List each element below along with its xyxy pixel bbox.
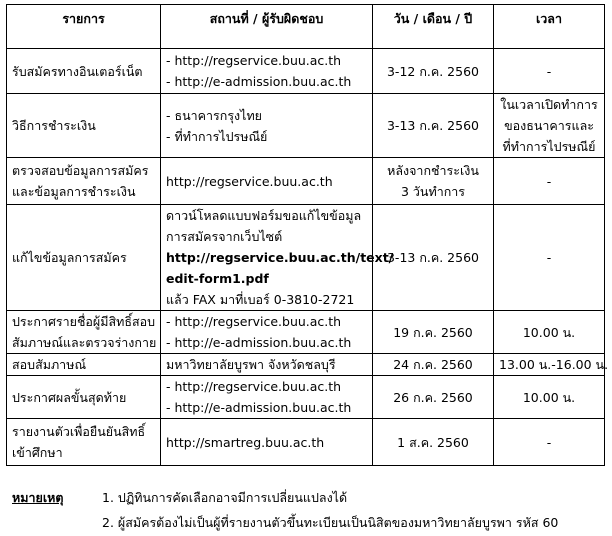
cell-line: 3-13 ก.ค. 2560 (386, 118, 479, 133)
cell-line: http://regservice.buu.ac.th (166, 173, 333, 189)
row-place-cell (161, 376, 373, 419)
row-item-cell (7, 49, 161, 94)
cell-line: - http://e-admission.buu.ac.th (166, 335, 352, 350)
cell-line: - http://regservice.buu.ac.th (166, 53, 342, 68)
row-date-cell (373, 49, 494, 94)
table-row (7, 49, 605, 94)
table-row (7, 94, 605, 158)
cell-line: edit-form1.pdf (166, 271, 269, 286)
cell-line: - http://regservice.buu.ac.th (166, 379, 342, 394)
row-date-cell (373, 205, 494, 311)
cell-line: การสมัครจากเว็บไซต์ (166, 229, 283, 244)
row-item-cell (7, 205, 161, 311)
row-place-cell (161, 94, 373, 158)
cell-line: ที่ทำการไปรษณีย์ (502, 139, 596, 154)
table-header-row (7, 5, 605, 49)
cell-line: - ที่ทำการไปรษณีย์ (166, 128, 268, 144)
cell-line: รายงานตัวเพื่อยืนยันสิทธิ์ (12, 424, 146, 439)
cell-line: 3 วันทำการ (400, 184, 466, 199)
cell-line: 3-13 ก.ค. 2560 (386, 250, 479, 265)
row-place-cell (161, 205, 394, 311)
cell-line: หลังจากชำระเงิน (387, 163, 479, 178)
row-date-cell (373, 354, 494, 376)
cell-line: ตรวจสอบข้อมูลการสมัคร (12, 163, 149, 178)
cell-line: 13.00 น.-16.00 น. (499, 357, 609, 372)
table-row (7, 354, 605, 376)
cell-line: สอบสัมภาษณ์ (12, 357, 87, 372)
cell-line: 10.00 น. (522, 389, 576, 405)
row-item-cell (7, 158, 161, 205)
row-time-cell (494, 419, 605, 466)
row-time-cell (494, 94, 605, 158)
cell-line: วิธีการชำระเงิน (12, 118, 96, 133)
row-item-cell (7, 419, 161, 466)
cell-line: http://regservice.buu.ac.th/text/ (166, 250, 394, 265)
cell-line: รับสมัครทางอินเตอร์เน็ต (12, 63, 143, 79)
row-item-cell (7, 94, 161, 158)
row-time-cell (494, 205, 605, 311)
row-date-cell (373, 376, 494, 419)
cell-line: แก้ไขข้อมูลการสมัคร (12, 250, 127, 265)
row-time-cell (494, 354, 609, 376)
cell-line: 26 ก.ค. 2560 (393, 389, 473, 405)
cell-line: มหาวิทยาลัยบูรพา จังหวัดชลบุรี (166, 357, 336, 372)
row-time-cell (494, 49, 605, 94)
cell-line: 24 ก.ค. 2560 (393, 357, 473, 372)
row-place-cell (161, 158, 373, 205)
cell-line: - http://e-admission.buu.ac.th (166, 74, 352, 89)
table-row (7, 311, 605, 354)
note-item: 1. ปฏิทินการคัดเลือกอาจมีการเปลี่ยนแปลงได้ (102, 490, 348, 505)
row-item-cell (7, 311, 161, 354)
header-time: เวลา (494, 5, 605, 49)
row-place-cell (161, 354, 373, 376)
cell-line: สัมภาษณ์และตรวจร่างกาย (12, 335, 157, 350)
cell-line: ดาวน์โหลดแบบฟอร์มขอแก้ไขข้อมูล (166, 208, 362, 223)
cell-line: ประกาศรายชื่อผู้มีสิทธิ์สอบ (12, 314, 156, 329)
cell-line: - http://regservice.buu.ac.th (166, 314, 342, 329)
cell-line: - (546, 173, 552, 189)
row-time-cell (494, 158, 605, 205)
header-date: วัน / เดือน / ปี (373, 5, 494, 49)
cell-line: - (546, 63, 552, 79)
cell-line: เข้าศึกษา (12, 445, 63, 460)
cell-line: 10.00 น. (522, 324, 576, 340)
cell-line: แล้ว FAX มาที่เบอร์ 0-3810-2721 (166, 292, 355, 307)
row-place-cell (161, 49, 373, 94)
table-row (7, 205, 605, 311)
row-date-cell (373, 94, 494, 158)
notes-heading: หมายเหตุ (12, 490, 64, 505)
cell-line: - http://e-admission.buu.ac.th (166, 400, 352, 415)
table-row (7, 158, 605, 205)
cell-line: 19 ก.ค. 2560 (393, 324, 473, 340)
table-row (7, 419, 605, 466)
note-item: 2. ผู้สมัครต้องไม่เป็นผู้ที่รายงานตัวขึ้นทะเบียนเป็นนิสิตของมหาวิทยาลัยบูรพา รหัส 60 (102, 515, 559, 530)
cell-line: - ธนาคารกรุงไทย (166, 107, 263, 123)
cell-line: http://smartreg.buu.ac.th (166, 434, 325, 450)
cell-line: และข้อมูลการชำระเงิน (12, 184, 136, 199)
row-date-cell (373, 158, 494, 205)
row-place-cell (161, 311, 373, 354)
header-item: รายการ (7, 5, 161, 49)
row-time-cell (494, 311, 605, 354)
cell-line: ของธนาคารและ (504, 118, 594, 133)
row-time-cell (494, 376, 605, 419)
row-item-cell (7, 376, 161, 419)
cell-line: - (546, 434, 552, 450)
row-date-cell (373, 311, 494, 354)
admission-schedule-table (6, 4, 609, 466)
row-place-cell (161, 419, 373, 466)
cell-line: ในเวลาเปิดทำการ (500, 97, 598, 112)
table-row (7, 376, 605, 419)
table-body (7, 49, 609, 466)
cell-line: 1 ส.ค. 2560 (397, 434, 469, 450)
cell-line: - (546, 250, 552, 265)
row-item-cell (7, 354, 161, 376)
header-place: สถานที่ / ผู้รับผิดชอบ (161, 5, 373, 49)
cell-line: 3-12 ก.ค. 2560 (386, 63, 479, 79)
cell-line: ประกาศผลขั้นสุดท้าย (12, 389, 127, 405)
row-date-cell (373, 419, 494, 466)
